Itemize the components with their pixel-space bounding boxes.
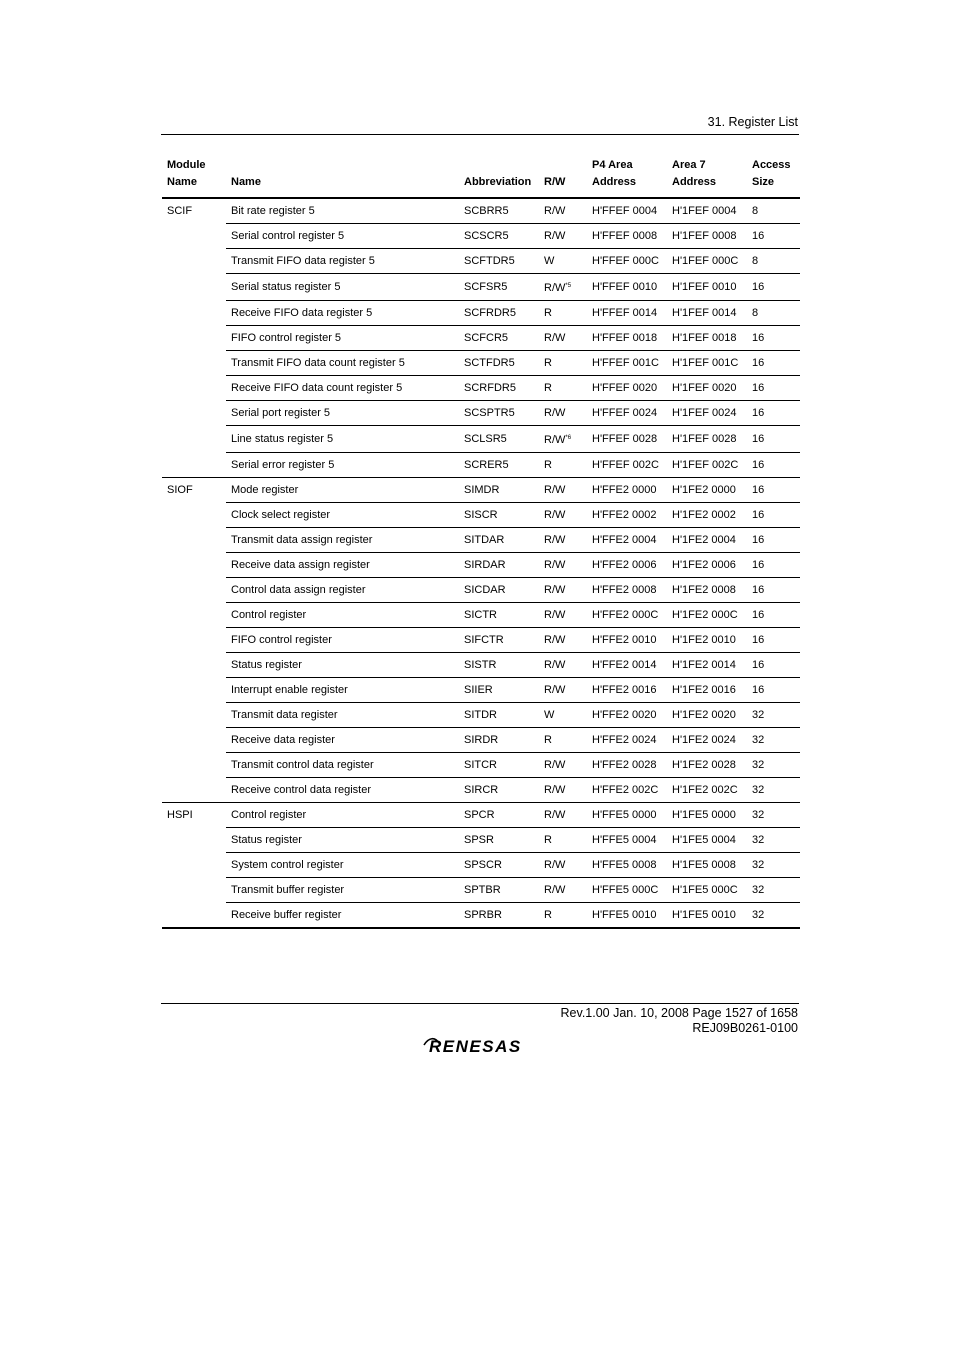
rw-cell — [539, 753, 587, 778]
register-name-cell: Serial port register 5 — [226, 401, 459, 426]
p4-address-cell: H'FFE2 0000 — [587, 478, 667, 503]
register-name-cell: Transmit FIFO data register 5 — [226, 249, 459, 274]
abbreviation-cell: SIFCTR — [459, 628, 539, 653]
register-name-cell: Status register — [226, 828, 459, 853]
area7-address-cell: H'1FE5 0008 — [667, 853, 747, 878]
rw-value: R/W — [544, 434, 566, 446]
col-header-name: Name — [226, 157, 459, 198]
access-size-cell: 8 — [747, 301, 800, 326]
rw-value: R/W — [544, 584, 566, 596]
abbreviation-cell: SISTR — [459, 653, 539, 678]
access-size-cell: 32 — [747, 803, 800, 828]
register-name-cell: Receive FIFO data register 5 — [226, 301, 459, 326]
abbreviation-cell: SPTBR — [459, 878, 539, 903]
rw-cell — [539, 224, 587, 249]
module-cell — [162, 753, 226, 778]
table-row — [162, 503, 800, 528]
p4-address-cell: H'FFEF 001C — [587, 351, 667, 376]
module-cell — [162, 878, 226, 903]
p4-address-cell: H'FFE5 0000 — [587, 803, 667, 828]
rw-cell — [539, 728, 587, 753]
col-header-p4-address: P4 Area Address — [587, 157, 667, 198]
p4-address-cell: H'FFE2 0002 — [587, 503, 667, 528]
access-size-cell: 16 — [747, 578, 800, 603]
rw-cell — [539, 478, 587, 503]
area7-address-cell: H'1FEF 001C — [667, 351, 747, 376]
table-row — [162, 728, 800, 753]
p4-address-cell: H'FFEF 0008 — [587, 224, 667, 249]
abbreviation-cell: SCSCR5 — [459, 224, 539, 249]
rw-cell — [539, 628, 587, 653]
area7-address-cell: H'1FE2 0006 — [667, 553, 747, 578]
logo-text: RENESAS — [429, 1037, 522, 1056]
table-row — [162, 301, 800, 326]
module-cell — [162, 249, 226, 274]
access-size-cell: 16 — [747, 528, 800, 553]
register-name-cell: Transmit data assign register — [226, 528, 459, 553]
area7-address-cell: H'1FEF 000C — [667, 249, 747, 274]
access-size-cell: 16 — [747, 401, 800, 426]
table-row — [162, 703, 800, 728]
module-cell — [162, 351, 226, 376]
abbreviation-cell: SPSR — [459, 828, 539, 853]
access-size-cell: 16 — [747, 326, 800, 351]
rw-cell — [539, 453, 587, 478]
abbreviation-cell: SCBRR5 — [459, 198, 539, 224]
p4-address-cell: H'FFE5 0008 — [587, 853, 667, 878]
table-row — [162, 553, 800, 578]
p4-address-cell: H'FFE2 0024 — [587, 728, 667, 753]
register-name-cell: Receive data register — [226, 728, 459, 753]
table-row — [162, 628, 800, 653]
register-name-cell: Control data assign register — [226, 578, 459, 603]
module-cell — [162, 603, 226, 628]
abbreviation-cell: SICDAR — [459, 578, 539, 603]
footer-rule — [161, 1003, 799, 1004]
area7-address-cell: H'1FEF 002C — [667, 453, 747, 478]
abbreviation-cell: SPSCR — [459, 853, 539, 878]
register-name-cell: Receive FIFO data count register 5 — [226, 376, 459, 401]
rw-cell — [539, 603, 587, 628]
rw-value: R/W — [544, 684, 566, 696]
area7-address-cell: H'1FE5 0004 — [667, 828, 747, 853]
p4-address-cell: H'FFEF 0004 — [587, 198, 667, 224]
abbreviation-cell: SIIER — [459, 678, 539, 703]
module-cell — [162, 703, 226, 728]
table-row — [162, 198, 800, 224]
col-header-abbreviation: Abbreviation — [459, 157, 539, 198]
rw-value: R — [544, 834, 552, 846]
register-name-cell: Receive control data register — [226, 778, 459, 803]
table-row — [162, 401, 800, 426]
p4-address-cell: H'FFE2 0004 — [587, 528, 667, 553]
p4-address-cell: H'FFE2 0006 — [587, 553, 667, 578]
area7-address-cell: H'1FEF 0014 — [667, 301, 747, 326]
area7-address-cell: H'1FE5 0000 — [667, 803, 747, 828]
register-name-cell: Serial status register 5 — [226, 274, 459, 301]
module-cell — [162, 401, 226, 426]
p4-address-cell: H'FFE2 0010 — [587, 628, 667, 653]
p4-address-cell: H'FFE2 0014 — [587, 653, 667, 678]
table-row — [162, 426, 800, 453]
rw-value: R/W — [544, 784, 566, 796]
rw-value: R/W — [544, 809, 566, 821]
module-cell — [162, 778, 226, 803]
col-header-area7-address: Area 7 Address — [667, 157, 747, 198]
access-size-cell: 16 — [747, 603, 800, 628]
area7-address-cell: H'1FE2 0020 — [667, 703, 747, 728]
access-size-cell: 16 — [747, 224, 800, 249]
rw-value: R/W — [544, 332, 566, 344]
rw-value: R — [544, 734, 552, 746]
access-size-cell: 32 — [747, 778, 800, 803]
area7-address-cell: H'1FE2 0010 — [667, 628, 747, 653]
area7-address-cell: H'1FE2 0028 — [667, 753, 747, 778]
area7-address-cell: H'1FEF 0010 — [667, 274, 747, 301]
abbreviation-cell: SITDAR — [459, 528, 539, 553]
area7-address-cell: H'1FE2 0000 — [667, 478, 747, 503]
area7-address-cell: H'1FE5 0010 — [667, 903, 747, 929]
access-size-cell: 16 — [747, 351, 800, 376]
p4-address-cell: H'FFEF 002C — [587, 453, 667, 478]
p4-address-cell: H'FFE2 0008 — [587, 578, 667, 603]
abbreviation-cell: SICTR — [459, 603, 539, 628]
abbreviation-cell: SCFTDR5 — [459, 249, 539, 274]
register-table — [162, 157, 800, 929]
register-name-cell: Serial error register 5 — [226, 453, 459, 478]
rw-cell — [539, 401, 587, 426]
area7-address-cell: H'1FE2 0014 — [667, 653, 747, 678]
abbreviation-cell: SIMDR — [459, 478, 539, 503]
p4-address-cell: H'FFEF 0010 — [587, 274, 667, 301]
register-name-cell: System control register — [226, 853, 459, 878]
module-cell — [162, 301, 226, 326]
rw-value: R/W — [544, 634, 566, 646]
register-name-cell: FIFO control register 5 — [226, 326, 459, 351]
access-size-cell: 16 — [747, 553, 800, 578]
p4-address-cell: H'FFE2 002C — [587, 778, 667, 803]
access-size-cell: 16 — [747, 678, 800, 703]
table-row — [162, 249, 800, 274]
rw-cell — [539, 426, 587, 453]
rw-cell — [539, 678, 587, 703]
module-cell — [162, 528, 226, 553]
module-cell — [162, 578, 226, 603]
area7-address-cell: H'1FE2 0016 — [667, 678, 747, 703]
p4-address-cell: H'FFE5 000C — [587, 878, 667, 903]
abbreviation-cell: SITDR — [459, 703, 539, 728]
table-row — [162, 528, 800, 553]
access-size-cell: 8 — [747, 249, 800, 274]
area7-address-cell: H'1FEF 0024 — [667, 401, 747, 426]
register-name-cell: Transmit FIFO data count register 5 — [226, 351, 459, 376]
module-cell — [162, 274, 226, 301]
module-cell — [162, 503, 226, 528]
module-cell — [162, 728, 226, 753]
rw-value: R — [544, 382, 552, 394]
table-row — [162, 778, 800, 803]
access-size-cell: 16 — [747, 376, 800, 401]
rw-cell — [539, 351, 587, 376]
abbreviation-cell: SITCR — [459, 753, 539, 778]
table-body — [162, 198, 800, 928]
register-name-cell: Receive data assign register — [226, 553, 459, 578]
area7-address-cell: H'1FE2 002C — [667, 778, 747, 803]
register-name-cell: Bit rate register 5 — [226, 198, 459, 224]
table-row — [162, 351, 800, 376]
abbreviation-cell: SCSPTR5 — [459, 401, 539, 426]
module-cell — [162, 653, 226, 678]
access-size-cell: 32 — [747, 828, 800, 853]
col-header-module: Module Name — [162, 157, 226, 198]
module-cell — [162, 853, 226, 878]
module-cell — [162, 628, 226, 653]
register-name-cell: Control register — [226, 603, 459, 628]
register-name-cell: Transmit control data register — [226, 753, 459, 778]
table-row — [162, 903, 800, 929]
rw-cell — [539, 828, 587, 853]
access-size-cell: 16 — [747, 426, 800, 453]
table-row — [162, 803, 800, 828]
rw-value: R/W — [544, 282, 566, 294]
rw-footnote-mark: *6 — [565, 435, 572, 441]
access-size-cell: 32 — [747, 703, 800, 728]
module-cell: SIOF — [162, 478, 226, 503]
header-rule — [161, 134, 799, 135]
table-row — [162, 853, 800, 878]
abbreviation-cell: SCLSR5 — [459, 426, 539, 453]
module-cell: HSPI — [162, 803, 226, 828]
register-name-cell: Interrupt enable register — [226, 678, 459, 703]
register-name-cell: Line status register 5 — [226, 426, 459, 453]
p4-address-cell: H'FFEF 0018 — [587, 326, 667, 351]
rw-cell — [539, 578, 587, 603]
table-row — [162, 678, 800, 703]
abbreviation-cell: SCFCR5 — [459, 326, 539, 351]
register-name-cell: Status register — [226, 653, 459, 678]
access-size-cell: 16 — [747, 274, 800, 301]
rw-value: R/W — [544, 884, 566, 896]
table-row — [162, 376, 800, 401]
rw-cell — [539, 274, 587, 301]
register-name-cell: Control register — [226, 803, 459, 828]
p4-address-cell: H'FFEF 0014 — [587, 301, 667, 326]
p4-address-cell: H'FFE2 0016 — [587, 678, 667, 703]
document-code: REJ09B0261-0100 — [692, 1021, 798, 1035]
rw-value: R/W — [544, 509, 566, 521]
table-row — [162, 828, 800, 853]
rw-value: R/W — [544, 534, 566, 546]
rw-value: R/W — [544, 759, 566, 771]
rw-value: W — [544, 255, 555, 267]
area7-address-cell: H'1FE2 0024 — [667, 728, 747, 753]
abbreviation-cell: SCFSR5 — [459, 274, 539, 301]
register-name-cell: Transmit data register — [226, 703, 459, 728]
register-name-cell: Mode register — [226, 478, 459, 503]
access-size-cell: 16 — [747, 453, 800, 478]
rw-cell — [539, 778, 587, 803]
abbreviation-cell: SCRER5 — [459, 453, 539, 478]
table-row — [162, 578, 800, 603]
access-size-cell: 32 — [747, 903, 800, 929]
module-cell — [162, 224, 226, 249]
rw-value: R/W — [544, 609, 566, 621]
module-cell — [162, 678, 226, 703]
abbreviation-cell: SIRDR — [459, 728, 539, 753]
rw-value: W — [544, 709, 555, 721]
rw-value: R — [544, 307, 552, 319]
module-cell — [162, 828, 226, 853]
rw-cell — [539, 653, 587, 678]
p4-address-cell: H'FFE5 0004 — [587, 828, 667, 853]
table-header-row — [162, 157, 800, 198]
table-row — [162, 653, 800, 678]
abbreviation-cell: SPCR — [459, 803, 539, 828]
area7-address-cell: H'1FE5 000C — [667, 878, 747, 903]
abbreviation-cell: SIRDAR — [459, 553, 539, 578]
abbreviation-cell: SISCR — [459, 503, 539, 528]
abbreviation-cell: SIRCR — [459, 778, 539, 803]
p4-address-cell: H'FFEF 0028 — [587, 426, 667, 453]
area7-address-cell: H'1FEF 0008 — [667, 224, 747, 249]
area7-address-cell: H'1FE2 0004 — [667, 528, 747, 553]
module-cell — [162, 426, 226, 453]
rw-cell — [539, 376, 587, 401]
abbreviation-cell: SCTFDR5 — [459, 351, 539, 376]
p4-address-cell: H'FFE5 0010 — [587, 903, 667, 929]
access-size-cell: 8 — [747, 198, 800, 224]
rw-cell — [539, 803, 587, 828]
area7-address-cell: H'1FE2 0002 — [667, 503, 747, 528]
col-header-access-size: Access Size — [747, 157, 800, 198]
p4-address-cell: H'FFE2 000C — [587, 603, 667, 628]
module-cell — [162, 453, 226, 478]
register-name-cell: Receive buffer register — [226, 903, 459, 929]
register-name-cell: FIFO control register — [226, 628, 459, 653]
revision-info: Rev.1.00 Jan. 10, 2008 Page 1527 of 1658 — [560, 1006, 798, 1020]
register-name-cell: Clock select register — [226, 503, 459, 528]
access-size-cell: 32 — [747, 853, 800, 878]
area7-address-cell: H'1FEF 0028 — [667, 426, 747, 453]
area7-address-cell: H'1FEF 0018 — [667, 326, 747, 351]
table-row — [162, 274, 800, 301]
rw-footnote-mark: *5 — [565, 283, 572, 289]
table-row — [162, 603, 800, 628]
area7-address-cell: H'1FEF 0020 — [667, 376, 747, 401]
abbreviation-cell: SPRBR — [459, 903, 539, 929]
rw-value: R/W — [544, 407, 566, 419]
rw-value: R — [544, 357, 552, 369]
register-name-cell: Serial control register 5 — [226, 224, 459, 249]
renesas-logo — [423, 1034, 541, 1056]
rw-cell — [539, 503, 587, 528]
access-size-cell: 16 — [747, 478, 800, 503]
abbreviation-cell: SCFRDR5 — [459, 301, 539, 326]
area7-address-cell: H'1FE2 000C — [667, 603, 747, 628]
rw-value: R/W — [544, 559, 566, 571]
module-cell — [162, 903, 226, 929]
access-size-cell: 16 — [747, 653, 800, 678]
rw-value: R/W — [544, 230, 566, 242]
rw-value: R — [544, 459, 552, 471]
table-row — [162, 224, 800, 249]
p4-address-cell: H'FFEF 0024 — [587, 401, 667, 426]
rw-value: R/W — [544, 205, 566, 217]
access-size-cell: 32 — [747, 753, 800, 778]
rw-cell — [539, 878, 587, 903]
register-name-cell: Transmit buffer register — [226, 878, 459, 903]
table-row — [162, 878, 800, 903]
access-size-cell: 16 — [747, 628, 800, 653]
abbreviation-cell: SCRFDR5 — [459, 376, 539, 401]
access-size-cell: 16 — [747, 503, 800, 528]
rw-cell — [539, 528, 587, 553]
rw-cell — [539, 853, 587, 878]
col-header-rw: R/W — [539, 157, 587, 198]
rw-value: R/W — [544, 659, 566, 671]
access-size-cell: 32 — [747, 878, 800, 903]
table-row — [162, 453, 800, 478]
module-cell — [162, 553, 226, 578]
p4-address-cell: H'FFEF 000C — [587, 249, 667, 274]
rw-cell — [539, 553, 587, 578]
rw-value: R — [544, 909, 552, 921]
module-cell — [162, 326, 226, 351]
rw-cell — [539, 703, 587, 728]
table-row — [162, 753, 800, 778]
rw-cell — [539, 198, 587, 224]
p4-address-cell: H'FFEF 0020 — [587, 376, 667, 401]
rw-value: R/W — [544, 484, 566, 496]
rw-cell — [539, 903, 587, 929]
rw-cell — [539, 301, 587, 326]
section-title: 31. Register List — [707, 115, 798, 129]
area7-address-cell: H'1FEF 0004 — [667, 198, 747, 224]
rw-cell — [539, 249, 587, 274]
table-row — [162, 326, 800, 351]
module-cell: SCIF — [167, 205, 193, 217]
table-row — [162, 478, 800, 503]
p4-address-cell: H'FFE2 0020 — [587, 703, 667, 728]
area7-address-cell: H'1FE2 0008 — [667, 578, 747, 603]
rw-cell — [539, 326, 587, 351]
rw-value: R/W — [544, 859, 566, 871]
module-cell — [162, 376, 226, 401]
p4-address-cell: H'FFE2 0028 — [587, 753, 667, 778]
access-size-cell: 32 — [747, 728, 800, 753]
